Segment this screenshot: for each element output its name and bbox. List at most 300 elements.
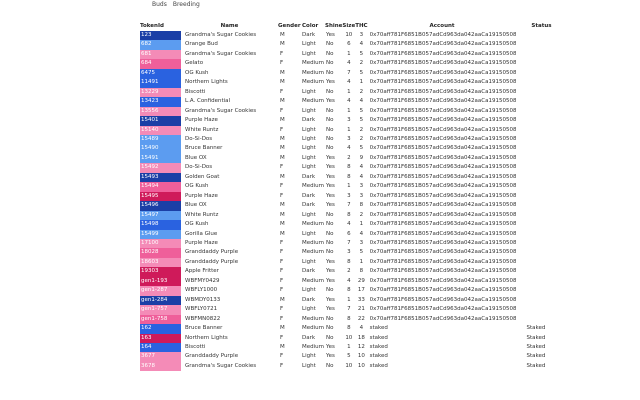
cell-thc: 5 xyxy=(359,69,364,76)
header-status[interactable]: Status xyxy=(531,22,552,29)
cell-account: 0x70aff781F6851B057adCd963da042aaCa19150508 xyxy=(369,79,517,86)
cell-gender: F xyxy=(280,249,284,256)
cell-name: Granddaddy Purple xyxy=(185,353,239,360)
cell-name: WBMDY0133 xyxy=(185,296,221,303)
cell-tokenid: 15492 xyxy=(140,163,181,172)
cell-thc: 5 xyxy=(359,145,364,152)
table-row[interactable] xyxy=(140,362,566,371)
header-account[interactable]: Account xyxy=(429,22,455,29)
cell-account: 0x70aff781F6851B057adCd963da042aaCa19150508 xyxy=(369,249,517,256)
nav-breeding-link[interactable]: Breeding xyxy=(172,1,200,8)
cell-size: 6 xyxy=(347,230,351,237)
cell-shine: No xyxy=(326,315,334,322)
cell-tokenid: 15495 xyxy=(140,192,181,201)
cell-color: Medium xyxy=(302,79,324,86)
cell-color: Light xyxy=(302,211,316,218)
cell-account: 0x70aff781F6851B057adCd963da042aaCa19150508 xyxy=(369,202,517,209)
cell-tokenid: 11491 xyxy=(140,78,181,87)
cell-account: staked xyxy=(369,325,388,332)
cell-account: 0x70aff781F6851B057adCd963da042aaCa19150508 xyxy=(369,88,517,95)
cell-shine: Yes xyxy=(326,98,335,105)
cell-shine: Yes xyxy=(326,353,335,360)
cell-tokenid: gen1-758 xyxy=(140,315,181,324)
cell-status xyxy=(516,315,566,324)
cell-account: 0x70aff781F6851B057adCd963da042aaCa19150508 xyxy=(369,211,517,218)
cell-size: 6 xyxy=(347,41,351,48)
table-row[interactable] xyxy=(140,220,566,229)
cell-thc: 8 xyxy=(359,202,364,209)
cell-tokenid: 18603 xyxy=(140,258,181,267)
cell-shine: No xyxy=(326,145,334,152)
cell-color: Dark xyxy=(302,192,316,199)
cell-account: 0x70aff781F6851B057adCd963da042aaCa19150508 xyxy=(369,296,517,303)
cell-color: Light xyxy=(302,126,316,133)
cell-shine: No xyxy=(326,50,334,57)
cell-name: Purple Haze xyxy=(185,239,218,246)
cell-name: WBFLY0721 xyxy=(185,306,218,313)
table-row[interactable] xyxy=(140,258,566,267)
cell-size: 8 xyxy=(347,164,351,171)
cell-shine: No xyxy=(326,325,334,332)
cell-gender: F xyxy=(280,287,284,294)
cell-name: Bruce Banner xyxy=(185,145,223,152)
cell-status xyxy=(516,107,566,116)
header-thc[interactable]: THC xyxy=(355,22,368,29)
table-row[interactable] xyxy=(140,40,566,49)
cell-name: OG Kush xyxy=(185,69,209,76)
table-row[interactable] xyxy=(140,59,566,68)
cell-gender: F xyxy=(280,353,284,360)
cell-shine: No xyxy=(326,135,334,142)
cell-gender: F xyxy=(280,362,284,369)
cell-account: 0x70aff781F6851B057adCd963da042aaCa19150508 xyxy=(369,183,517,190)
cell-shine: No xyxy=(326,88,334,95)
cell-color: Light xyxy=(302,135,316,142)
cell-name: L.A. Confidential xyxy=(185,98,231,105)
cell-color: Light xyxy=(302,306,316,313)
cell-shine: Yes xyxy=(326,306,335,313)
cell-size: 3 xyxy=(347,135,351,142)
table-row[interactable] xyxy=(140,154,566,163)
cell-tokenid: 15498 xyxy=(140,220,181,229)
cell-name: Blue OX xyxy=(185,154,207,161)
cell-name: Grandma's Sugar Cookies xyxy=(185,362,257,369)
cell-gender: M xyxy=(280,32,285,38)
cell-status: Staked xyxy=(526,353,546,360)
table-row[interactable] xyxy=(140,135,566,144)
cell-shine: Yes xyxy=(326,192,335,199)
cell-status xyxy=(516,69,566,78)
cell-tokenid: 162 xyxy=(140,324,181,333)
cell-size: 8 xyxy=(347,315,351,322)
table-row[interactable] xyxy=(140,324,566,333)
cell-size: 7 xyxy=(347,239,351,246)
cell-name: Do-Si-Dos xyxy=(185,135,213,142)
cell-tokenid: 15494 xyxy=(140,182,181,191)
cell-account: 0x70aff781F6851B057adCd963da042aaCa19150508 xyxy=(369,41,517,48)
cell-gender: F xyxy=(280,164,284,171)
cell-thc: 22 xyxy=(357,315,365,322)
cell-gender: M xyxy=(280,41,285,48)
cell-shine: No xyxy=(326,69,334,76)
table-row[interactable] xyxy=(140,182,566,191)
cell-name: WBFMY0429 xyxy=(185,277,220,284)
cell-name: Bruce Banner xyxy=(185,325,223,332)
buds-table xyxy=(140,20,566,371)
cell-tokenid: 18028 xyxy=(140,248,181,257)
cell-size: 1 xyxy=(347,88,351,95)
cell-tokenid: 13229 xyxy=(140,88,181,97)
cell-size: 1 xyxy=(347,107,351,114)
cell-account: 0x70aff781F6851B057adCd963da042aaCa19150508 xyxy=(369,135,517,142)
cell-shine: No xyxy=(326,239,334,246)
cell-gender: F xyxy=(280,183,284,190)
cell-shine: No xyxy=(326,107,334,114)
cell-status xyxy=(516,31,566,40)
cell-shine: No xyxy=(326,221,334,228)
header-color[interactable]: Color xyxy=(302,22,319,29)
cell-color: Medium xyxy=(302,60,324,67)
cell-shine: Yes xyxy=(326,277,335,284)
table-row[interactable] xyxy=(140,343,566,352)
cell-tokenid: 15499 xyxy=(140,230,181,239)
table-row[interactable] xyxy=(140,315,566,324)
cell-color: Dark xyxy=(302,296,316,303)
cell-shine: Yes xyxy=(326,79,335,86)
header-size[interactable]: Size xyxy=(342,22,356,29)
cell-gender: F xyxy=(280,107,284,114)
cell-thc: 10 xyxy=(357,353,365,360)
table-row[interactable] xyxy=(140,31,566,40)
cell-size: 8 xyxy=(347,258,351,265)
table-row[interactable] xyxy=(140,248,566,257)
cell-account: 0x70aff781F6851B057adCd963da042aaCa19150508 xyxy=(369,154,517,161)
cell-status: Staked xyxy=(526,362,546,369)
cell-color: Light xyxy=(302,145,316,152)
table-row[interactable] xyxy=(140,126,566,135)
cell-status xyxy=(516,220,566,229)
cell-thc: 5 xyxy=(359,249,364,256)
cell-gender: F xyxy=(280,50,284,57)
cell-shine: Yes xyxy=(326,32,335,38)
cell-account: 0x70aff781F6851B057adCd963da042aaCa19150508 xyxy=(369,315,517,322)
cell-size: 3 xyxy=(347,249,351,256)
cell-name: Biscotti xyxy=(185,88,206,95)
cell-name: Northern Lights xyxy=(185,79,228,86)
cell-thc: 4 xyxy=(359,41,364,48)
cell-gender: F xyxy=(280,88,284,95)
cell-color: Light xyxy=(302,362,316,369)
table-row[interactable] xyxy=(140,267,566,276)
cell-thc: 21 xyxy=(357,306,365,313)
cell-thc: 17 xyxy=(357,287,365,294)
cell-color: Dark xyxy=(302,202,316,209)
table-header-row xyxy=(140,20,566,31)
table-row[interactable] xyxy=(140,78,566,87)
cell-account: 0x70aff781F6851B057adCd963da042aaCa19150508 xyxy=(369,98,517,105)
cell-color: Medium xyxy=(302,315,324,322)
top-nav xyxy=(152,1,200,8)
cell-name: OG Kush xyxy=(185,221,209,228)
cell-account: staked xyxy=(369,343,388,350)
cell-thc: 8 xyxy=(359,268,364,275)
cell-color: Dark xyxy=(302,268,316,275)
header-shine[interactable]: Shine xyxy=(325,22,343,29)
cell-size: 1 xyxy=(347,183,351,190)
cell-thc: 18 xyxy=(357,334,365,341)
cell-account: 0x70aff781F6851B057adCd963da042aaCa19150508 xyxy=(369,173,517,180)
table-row[interactable] xyxy=(140,352,566,361)
cell-size: 3 xyxy=(347,192,351,199)
cell-tokenid: gen1-284 xyxy=(140,296,181,305)
header-tokenid[interactable]: TokenId xyxy=(140,22,164,29)
cell-tokenid: 15401 xyxy=(140,116,181,125)
cell-size: 5 xyxy=(347,353,351,360)
cell-color: Medium xyxy=(302,325,324,332)
cell-thc: 4 xyxy=(359,173,364,180)
cell-shine: Yes xyxy=(326,173,335,180)
cell-thc: 2 xyxy=(359,88,364,95)
table-row[interactable] xyxy=(140,211,566,220)
table-row[interactable] xyxy=(140,69,566,78)
cell-name: Biscotti xyxy=(185,343,206,350)
cell-color: Medium xyxy=(302,221,324,228)
header-gender[interactable]: Gender xyxy=(278,22,301,29)
cell-thc: 4 xyxy=(359,164,364,171)
cell-account: staked xyxy=(369,334,388,341)
cell-size: 1 xyxy=(347,343,351,350)
cell-shine: Yes xyxy=(326,154,335,161)
cell-status xyxy=(516,182,566,191)
cell-size: 7 xyxy=(347,202,351,209)
cell-gender: F xyxy=(280,239,284,246)
cell-tokenid: gen1-287 xyxy=(140,286,181,295)
cell-account: 0x70aff781F6851B057adCd963da042aaCa19150508 xyxy=(369,145,517,152)
cell-name: Gelato xyxy=(185,60,204,67)
cell-tokenid: gen1-193 xyxy=(140,277,181,286)
cell-gender: F xyxy=(280,192,284,199)
table-row[interactable] xyxy=(140,88,566,97)
cell-tokenid: 3677 xyxy=(140,352,181,361)
cell-name: Northern Lights xyxy=(185,334,228,341)
cell-color: Medium xyxy=(302,249,324,256)
cell-shine: Yes xyxy=(326,202,335,209)
cell-size: 1 xyxy=(347,50,351,57)
cell-size: 4 xyxy=(347,221,351,228)
cell-status: Staked xyxy=(526,325,546,332)
cell-color: Medium xyxy=(302,343,324,350)
table-row[interactable] xyxy=(140,97,566,106)
cell-name: Grandma's Sugar Cookies xyxy=(185,50,257,57)
cell-name: Granddaddy Purple xyxy=(185,249,239,256)
table-row[interactable] xyxy=(140,334,566,343)
cell-account: 0x70aff781F6851B057adCd963da042aaCa19150508 xyxy=(369,117,517,124)
table-row[interactable] xyxy=(140,173,566,182)
header-name[interactable]: Name xyxy=(220,22,239,29)
cell-account: 0x70aff781F6851B057adCd963da042aaCa19150508 xyxy=(369,287,517,294)
cell-tokenid: 3678 xyxy=(140,362,181,371)
cell-status xyxy=(516,78,566,87)
cell-size: 10 xyxy=(345,334,353,341)
cell-thc: 5 xyxy=(359,117,364,124)
cell-size: 4 xyxy=(347,277,351,284)
cell-status xyxy=(516,173,566,182)
cell-color: Light xyxy=(302,154,316,161)
cell-thc: 2 xyxy=(359,211,364,218)
cell-tokenid: 15140 xyxy=(140,126,181,135)
nav-buds-link[interactable]: Buds xyxy=(152,1,167,8)
table-row[interactable] xyxy=(140,107,566,116)
cell-account: 0x70aff781F6851B057adCd963da042aaCa19150508 xyxy=(369,306,517,313)
cell-tokenid: 163 xyxy=(140,334,181,343)
cell-thc: 5 xyxy=(359,107,364,114)
cell-tokenid: 17100 xyxy=(140,239,181,248)
cell-thc: 4 xyxy=(359,98,364,105)
cell-status xyxy=(516,144,566,153)
cell-tokenid: 6475 xyxy=(140,69,181,78)
cell-gender: M xyxy=(280,145,285,152)
cell-tokenid: 15491 xyxy=(140,154,181,163)
cell-size: 4 xyxy=(347,98,351,105)
cell-size: 7 xyxy=(347,306,351,313)
cell-gender: M xyxy=(280,79,285,86)
cell-shine: Yes xyxy=(326,268,335,275)
cell-account: 0x70aff781F6851B057adCd963da042aaCa19150508 xyxy=(369,50,517,57)
cell-gender: F xyxy=(280,334,284,341)
cell-size: 1 xyxy=(347,126,351,133)
cell-tokenid: 13423 xyxy=(140,97,181,106)
cell-gender: M xyxy=(280,325,285,332)
cell-gender: M xyxy=(280,221,285,228)
cell-tokenid: 684 xyxy=(140,59,181,68)
cell-name: Golden Goat xyxy=(185,173,220,180)
cell-tokenid: 19303 xyxy=(140,267,181,276)
cell-size: 4 xyxy=(347,145,351,152)
cell-gender: M xyxy=(280,296,285,303)
table-row[interactable] xyxy=(140,144,566,153)
cell-gender: F xyxy=(280,258,284,265)
cell-status xyxy=(516,296,566,305)
cell-shine: Yes xyxy=(326,343,335,350)
cell-color: Light xyxy=(302,230,316,237)
cell-status xyxy=(516,211,566,220)
cell-status xyxy=(516,192,566,201)
cell-status xyxy=(516,88,566,97)
cell-size: 2 xyxy=(347,268,351,275)
cell-gender: M xyxy=(280,69,285,76)
cell-account: 0x70aff781F6851B057adCd963da042aaCa19150508 xyxy=(369,192,517,199)
cell-account: 0x70aff781F6851B057adCd963da042aaCa19150508 xyxy=(369,60,517,67)
cell-color: Medium xyxy=(302,183,324,190)
cell-shine: Yes xyxy=(326,258,335,265)
table-row[interactable] xyxy=(140,286,566,295)
cell-account: 0x70aff781F6851B057adCd963da042aaCa19150508 xyxy=(369,126,517,133)
table-row[interactable] xyxy=(140,239,566,248)
cell-color: Medium xyxy=(302,239,324,246)
table-row[interactable] xyxy=(140,230,566,239)
cell-color: Dark xyxy=(302,173,316,180)
cell-name: White Runtz xyxy=(185,211,219,218)
table-row[interactable] xyxy=(140,277,566,286)
cell-thc: 29 xyxy=(357,277,365,284)
cell-gender: F xyxy=(280,306,284,313)
cell-name: Purple Haze xyxy=(185,192,218,199)
cell-shine: No xyxy=(326,287,334,294)
cell-status xyxy=(516,277,566,286)
cell-size: 8 xyxy=(347,325,351,332)
cell-gender: M xyxy=(280,230,285,237)
cell-size: 8 xyxy=(347,173,351,180)
cell-shine: No xyxy=(326,334,334,341)
cell-shine: No xyxy=(326,249,334,256)
cell-tokenid: 15496 xyxy=(140,201,181,210)
cell-color: Light xyxy=(302,287,316,294)
cell-name: WBFMN0822 xyxy=(185,315,221,322)
cell-thc: 4 xyxy=(359,230,364,237)
table-row[interactable] xyxy=(140,305,566,314)
table-row[interactable] xyxy=(140,163,566,172)
cell-gender: M xyxy=(280,211,285,218)
cell-tokenid: 13556 xyxy=(140,107,181,116)
cell-name: White Runtz xyxy=(185,126,219,133)
cell-status xyxy=(516,154,566,163)
table-row[interactable] xyxy=(140,192,566,201)
cell-status xyxy=(516,201,566,210)
cell-size: 4 xyxy=(347,79,351,86)
cell-account: 0x70aff781F6851B057adCd963da042aaCa19150508 xyxy=(369,69,517,76)
cell-name: Grandma's Sugar Cookies xyxy=(185,107,257,114)
table-row[interactable] xyxy=(140,116,566,125)
cell-thc: 1 xyxy=(359,258,364,265)
cell-color: Medium xyxy=(302,69,324,76)
cell-shine: No xyxy=(326,362,334,369)
cell-name: WBFLY1000 xyxy=(185,287,218,294)
cell-tokenid: 123 xyxy=(140,31,181,40)
cell-color: Light xyxy=(302,41,316,48)
cell-thc: 9 xyxy=(359,154,364,161)
cell-gender: F xyxy=(280,315,284,322)
cell-gender: M xyxy=(280,343,285,350)
cell-shine: No xyxy=(326,117,334,124)
cell-size: 2 xyxy=(347,154,351,161)
table-row[interactable] xyxy=(140,296,566,305)
cell-gender: F xyxy=(280,268,284,275)
cell-color: Light xyxy=(302,164,316,171)
cell-status xyxy=(516,126,566,135)
cell-thc: 33 xyxy=(357,296,365,303)
cell-thc: 5 xyxy=(359,50,364,57)
cell-account: staked xyxy=(369,362,388,369)
table-row[interactable] xyxy=(140,201,566,210)
cell-tokenid: 15497 xyxy=(140,211,181,220)
cell-name: Blue OX xyxy=(185,202,207,209)
cell-status xyxy=(516,286,566,295)
cell-gender: M xyxy=(280,202,285,209)
cell-size: 8 xyxy=(347,287,351,294)
cell-status xyxy=(516,267,566,276)
table-row[interactable] xyxy=(140,50,566,59)
cell-tokenid: 682 xyxy=(140,40,181,49)
cell-thc: 3 xyxy=(359,183,364,190)
cell-thc: 2 xyxy=(359,60,364,67)
buds-table-container xyxy=(140,20,566,371)
cell-gender: F xyxy=(280,277,284,284)
cell-color: Light xyxy=(302,258,316,265)
cell-gender: F xyxy=(280,60,284,67)
cell-tokenid: 15489 xyxy=(140,135,181,144)
cell-status xyxy=(516,230,566,239)
cell-status xyxy=(516,97,566,106)
